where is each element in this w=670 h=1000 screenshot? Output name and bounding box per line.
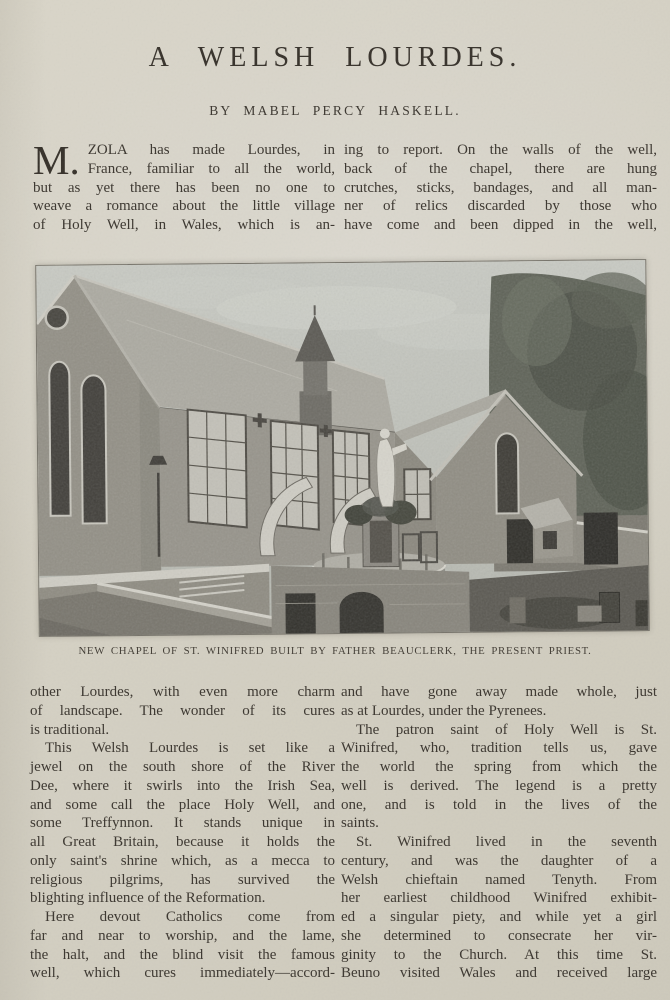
intro-right-column <box>344 141 657 235</box>
dropcap-initial: M. <box>33 137 80 183</box>
text-line: Winifred, who, tradition tells us, gave <box>341 740 657 757</box>
text-line: ner of relics discarded by those who <box>344 198 657 215</box>
text-line: back of the chapel, there are hung <box>344 160 657 177</box>
article-title: A WELSH LOURDES. <box>148 42 522 73</box>
text-line: and have gone away made whole, just <box>341 684 657 700</box>
paragraph <box>341 833 657 983</box>
paragraph <box>30 739 335 908</box>
text-line: crutches, sticks, bandages, and all man- <box>344 179 657 196</box>
text-line: all Great Britain, because it holds the <box>30 834 335 850</box>
photo-caption: NEW CHAPEL OF ST. WINIFRED BUILT BY FATHER BEAUCLERK, THE PRESENT PRIEST. <box>78 645 592 657</box>
paragraph <box>30 683 335 739</box>
text-line: and some call the place Holy Well, and <box>30 796 335 813</box>
text-line: ZOLA has made Lourdes, in <box>87 142 335 158</box>
text-line: of landscape. The wonder of its cures <box>30 702 335 719</box>
lower-left-column <box>30 683 335 983</box>
paragraph <box>341 683 657 721</box>
text-line: the world the spring from which the <box>341 759 657 775</box>
text-line: religious pilgrims, has survived the <box>30 871 335 888</box>
text-line: century, and was the daughter of a <box>341 852 657 869</box>
text-line: blighting influence of the Reformation. <box>30 890 266 907</box>
text-line: but as yet there has been no one to <box>33 179 335 196</box>
chapel-photo-illustration <box>36 260 649 636</box>
chapel-photo <box>35 259 650 637</box>
text-line: Welsh chieftain named Tenyth. From <box>341 871 657 888</box>
text-line: This Welsh Lourdes is set like a <box>45 740 335 757</box>
text-line: The patron saint of Holy Well is St. <box>356 721 657 738</box>
text-line: the halt, and the blind visit the famous <box>30 946 335 963</box>
paragraph <box>341 721 657 834</box>
text-line: some Treffynnon. It stands unique in <box>30 815 335 832</box>
lower-right-column <box>341 683 657 983</box>
text-line: of Holy Well, in Wales, which is an- <box>33 217 335 233</box>
text-line: weave a romance about the little village <box>33 198 335 215</box>
text-line: ing to report. On the walls of the well, <box>344 142 657 158</box>
text-line: well, which cures immediately—accord- <box>30 965 335 982</box>
text-line: other Lourdes, with even more charm <box>30 684 335 700</box>
text-line: is traditional. <box>30 721 110 738</box>
text-line: Beuno visited Wales and received large <box>341 965 657 982</box>
text-line: saints. <box>341 815 379 832</box>
text-line: well is derived. The legend is a pretty <box>341 777 657 794</box>
paragraph <box>344 141 657 235</box>
text-line: Here devout Catholics come from <box>45 909 335 925</box>
text-line: Dee, where it swirls into the Irish Sea, <box>30 777 335 794</box>
text-line: jewel on the south shore of the River <box>30 759 335 775</box>
text-line: one, and is told in the lives of the <box>341 796 657 813</box>
text-line: as at Lourdes, under the Pyrenees. <box>341 702 547 719</box>
text-line: far and near to worship, and the lame, <box>30 927 335 944</box>
text-line: ed a singular piety, and while yet a girl <box>341 909 657 925</box>
article-byline: BY MABEL PERCY HASKELL. <box>209 103 461 118</box>
text-line: her earliest childhood Winifred exhibit- <box>341 890 657 907</box>
text-line: France, familiar to all the world, <box>87 160 335 177</box>
paragraph <box>30 908 335 983</box>
text-line: St. Winifred lived in the seventh <box>356 834 657 850</box>
text-line: she determined to consecrate her vir- <box>341 927 657 944</box>
intro-left-column <box>33 137 335 235</box>
text-line: only saint's shrine which, as a mecca to <box>30 852 335 869</box>
text-line: have come and been dipped in the well, <box>344 217 657 233</box>
text-line: ginity to the Church. At this time St. <box>341 946 657 963</box>
